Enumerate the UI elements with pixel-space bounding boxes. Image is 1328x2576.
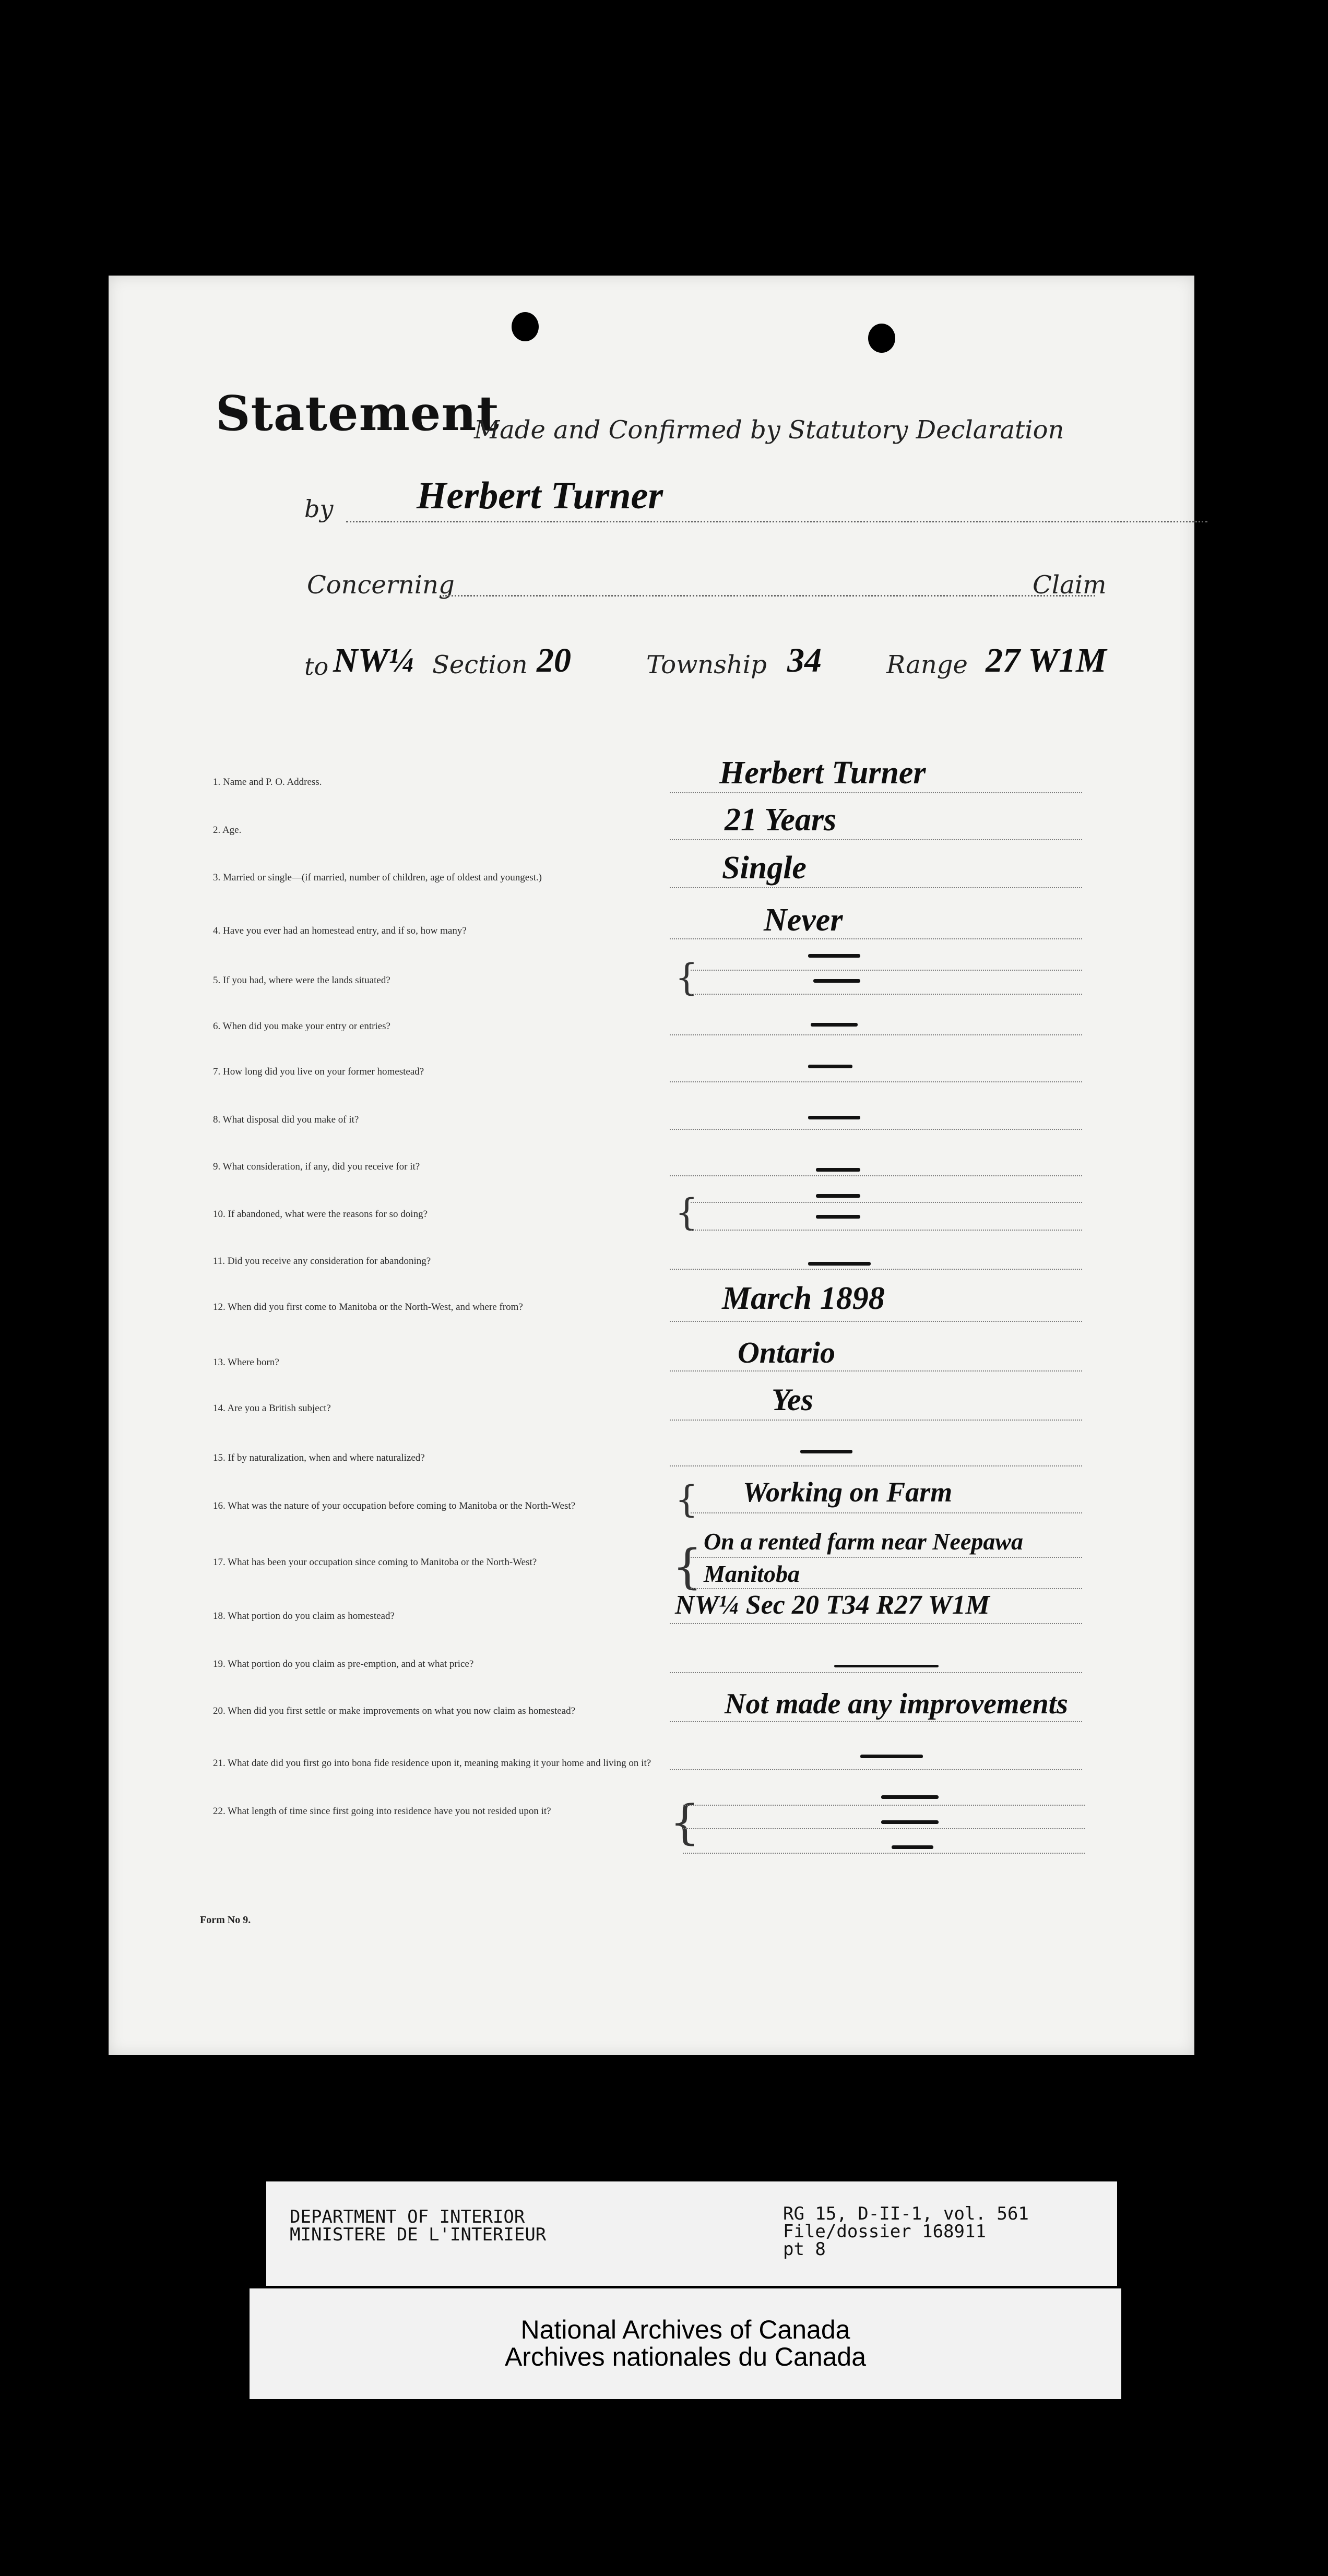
answer-14: Yes bbox=[772, 1382, 813, 1417]
question-8: 8. What disposal did you make of it? bbox=[213, 1114, 359, 1125]
answer-2: 21 Years bbox=[725, 802, 837, 838]
nil-dash bbox=[808, 954, 860, 958]
part-ref: pt 8 bbox=[783, 2239, 826, 2260]
township-value: 34 bbox=[787, 641, 822, 679]
department-en: DEPARTMENT OF INTERIOR bbox=[290, 2207, 525, 2227]
question-18: 18. What portion do you claim as homestead? bbox=[213, 1611, 395, 1621]
nil-dash bbox=[808, 1065, 852, 1068]
question-12: 12. When did you first come to Manitoba or the North-West, and where from? bbox=[213, 1302, 523, 1313]
answer-line bbox=[670, 792, 1082, 793]
question-6: 6. When did you make your entry or entries? bbox=[213, 1021, 390, 1032]
answer-line bbox=[691, 1202, 1082, 1203]
answer-line bbox=[670, 1465, 1082, 1466]
answer-17: On a rented farm near Neepawa Manitoba bbox=[704, 1528, 1024, 1587]
answer-line bbox=[670, 1769, 1082, 1770]
brace: { bbox=[675, 1478, 698, 1521]
nil-dash bbox=[808, 1262, 871, 1266]
answer-16: Working on Farm bbox=[743, 1476, 953, 1508]
file-dossier-ref: File/dossier 168911 bbox=[783, 2221, 986, 2242]
quarter-value: NW¼ bbox=[333, 641, 414, 679]
answer-line bbox=[691, 1588, 1082, 1589]
answer-line bbox=[670, 1129, 1082, 1130]
answer-line bbox=[670, 1081, 1082, 1082]
brace: { bbox=[672, 1540, 703, 1594]
national-archives-label bbox=[250, 2288, 1121, 2399]
answer-line bbox=[670, 1175, 1082, 1176]
nil-dash bbox=[816, 1194, 860, 1198]
question-1: 1. Name and P. O. Address. bbox=[213, 777, 322, 788]
answer-line bbox=[691, 970, 1082, 971]
question-19: 19. What portion do you claim as pre-emption, and at what price? bbox=[213, 1659, 474, 1669]
declarant-name: Herbert Turner bbox=[417, 474, 663, 517]
question-9: 9. What consideration, if any, did you receive for it? bbox=[213, 1161, 420, 1172]
question-21: 21. What date did you first go into bona fide residence upon it, meaning making it your home and living on it? bbox=[213, 1758, 651, 1769]
question-17: 17. What has been your occupation since coming to Manitoba or the North-West? bbox=[213, 1557, 537, 1568]
question-14: 14. Are you a British subject? bbox=[213, 1403, 331, 1414]
claim-label: Claim bbox=[1033, 570, 1107, 600]
answer-line bbox=[691, 1557, 1082, 1558]
answer-18: NW¼ Sec 20 T34 R27 W1M bbox=[675, 1590, 990, 1620]
concerning-line bbox=[443, 595, 1095, 597]
nil-dash bbox=[881, 1820, 939, 1824]
answer-line bbox=[670, 1623, 1082, 1624]
answer-4: Never bbox=[764, 902, 843, 938]
question-11: 11. Did you receive any consideration for abandoning? bbox=[213, 1256, 431, 1267]
nil-dash bbox=[811, 1023, 858, 1027]
answer-line bbox=[683, 1853, 1085, 1854]
question-5: 5. If you had, where were the lands situated? bbox=[213, 975, 390, 986]
answer-line bbox=[670, 1672, 1082, 1673]
answer-line bbox=[670, 1721, 1082, 1722]
nil-dash bbox=[816, 1215, 860, 1219]
brace: { bbox=[670, 1795, 700, 1850]
section-value: 20 bbox=[537, 641, 571, 679]
declaration-form-page bbox=[109, 276, 1194, 2055]
answer-line bbox=[670, 839, 1082, 840]
township-label: Township bbox=[646, 650, 767, 679]
to-label: to bbox=[304, 652, 329, 681]
question-10: 10. If abandoned, what were the reasons for so doing? bbox=[213, 1209, 428, 1220]
question-22: 22. What length of time since first going into residence have you not resided upon it? bbox=[213, 1806, 551, 1817]
punch-hole bbox=[512, 312, 539, 341]
archive-reference-label bbox=[266, 2181, 1117, 2286]
brace: { bbox=[675, 1191, 698, 1234]
nil-dash bbox=[881, 1795, 939, 1799]
nil-dash bbox=[800, 1450, 852, 1453]
answer-13: Ontario bbox=[738, 1335, 835, 1369]
question-16: 16. What was the nature of your occupation before coming to Manitoba or the North-West? bbox=[213, 1500, 576, 1511]
form-number: Form No 9. bbox=[200, 1914, 251, 1926]
punch-hole bbox=[868, 324, 895, 353]
answer-line bbox=[670, 1420, 1082, 1421]
statement-heading: Statement bbox=[216, 385, 500, 442]
nil-dash bbox=[816, 1168, 860, 1172]
answer-line bbox=[670, 1321, 1082, 1322]
nil-dash bbox=[808, 1116, 860, 1119]
answer-line bbox=[691, 994, 1082, 995]
department-fr: MINISTERE DE L'INTERIEUR bbox=[290, 2224, 547, 2245]
question-2: 2. Age. bbox=[213, 825, 242, 836]
record-group-ref: RG 15, D-II-1, vol. 561 bbox=[783, 2203, 1029, 2224]
answer-1: Herbert Turner bbox=[719, 755, 926, 791]
archives-name-en: National Archives of Canada bbox=[520, 2315, 850, 2344]
range-value: 27 W1M bbox=[986, 641, 1107, 679]
answer-line bbox=[683, 1828, 1085, 1829]
section-label: Section bbox=[432, 650, 528, 679]
answer-20: Not made any improvements bbox=[725, 1688, 1068, 1720]
question-7: 7. How long did you live on your former homestead? bbox=[213, 1066, 424, 1077]
nil-dash bbox=[813, 979, 860, 983]
archives-name-fr: Archives nationales du Canada bbox=[504, 2342, 867, 2371]
answer-3: Single bbox=[722, 850, 807, 886]
nil-dash bbox=[834, 1665, 939, 1667]
nil-dash bbox=[892, 1845, 933, 1849]
nil-dash bbox=[860, 1755, 923, 1758]
answer-line bbox=[691, 1512, 1082, 1513]
answer-12: March 1898 bbox=[722, 1281, 885, 1316]
question-20: 20. When did you first settle or make improvements on what you now claim as homestead? bbox=[213, 1706, 576, 1716]
by-line bbox=[346, 521, 1207, 522]
answer-line bbox=[691, 1230, 1082, 1231]
answer-line bbox=[670, 887, 1082, 888]
answer-line bbox=[683, 1805, 1085, 1806]
statement-subheading: Made and Confirmed by Statutory Declaration bbox=[474, 415, 1064, 445]
by-label: by bbox=[304, 495, 334, 523]
range-label: Range bbox=[886, 650, 968, 679]
answer-line bbox=[670, 1034, 1082, 1035]
question-4: 4. Have you ever had an homestead entry, and if so, how many? bbox=[213, 925, 467, 936]
answer-line bbox=[670, 938, 1082, 939]
answer-line bbox=[670, 1269, 1082, 1270]
answer-line bbox=[670, 1370, 1082, 1372]
question-3: 3. Married or single—(if married, number of children, age of oldest and youngest.) bbox=[213, 872, 542, 883]
question-15: 15. If by naturalization, when and where naturalized? bbox=[213, 1452, 425, 1463]
concerning-label: Concerning bbox=[307, 570, 455, 600]
brace: { bbox=[675, 956, 698, 999]
question-13: 13. Where born? bbox=[213, 1357, 279, 1368]
